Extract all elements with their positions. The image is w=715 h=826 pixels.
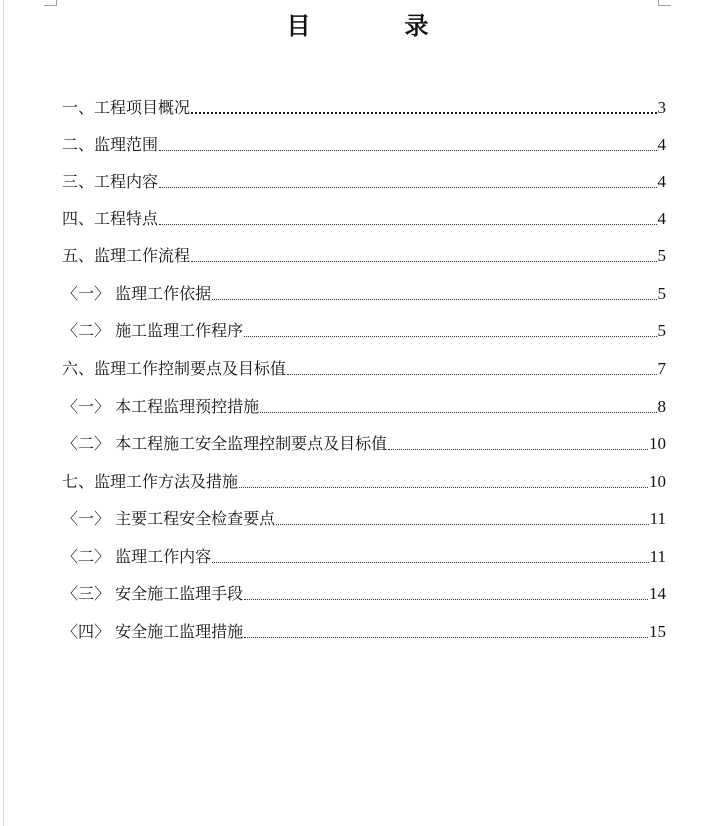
toc-entry-13[interactable] — [62, 531, 666, 568]
toc-entry-label: 〈二〉 施工监理工作程序 — [62, 321, 244, 340]
toc-entry-label: 四、工程特点 — [62, 209, 159, 228]
toc-entry-label: 二、监理范围 — [62, 135, 159, 154]
toc-entry-9[interactable] — [62, 381, 666, 418]
toc-entry-label: 五、监理工作流程 — [62, 246, 191, 265]
toc-entry-4[interactable] — [62, 193, 666, 230]
toc-entry-label: 〈一〉 主要工程安全检查要点 — [62, 509, 276, 528]
toc-entry-10[interactable] — [62, 418, 666, 455]
toc-entry-page: 10 — [649, 472, 666, 491]
toc-entry-15[interactable] — [62, 606, 666, 643]
toc-entry-label: 〈二〉 监理工作内容 — [62, 547, 212, 566]
toc-title-char-1: 目 — [286, 11, 311, 40]
page-left-border — [3, 0, 4, 826]
toc-entry-2[interactable] — [62, 119, 666, 156]
toc-leader-dots — [244, 621, 648, 643]
toc-entry-label: 七、监理工作方法及措施 — [62, 472, 239, 491]
toc-title — [0, 8, 715, 44]
toc-entry-page: 14 — [649, 584, 666, 603]
toc-entry-page: 4 — [657, 135, 666, 154]
toc-leader-dots — [212, 283, 656, 305]
toc-leader-dots — [260, 396, 656, 418]
toc-entry-label: 〈一〉 监理工作依据 — [62, 284, 212, 303]
toc-entry-page: 11 — [649, 547, 666, 566]
toc-entry-3[interactable] — [62, 156, 666, 193]
toc-entry-14[interactable] — [62, 568, 666, 605]
toc-title-char-2: 录 — [404, 11, 429, 40]
toc-leader-dots — [159, 171, 656, 193]
toc-entry-label: 〈三〉 安全施工监理手段 — [62, 584, 244, 603]
toc-leader-dots — [287, 358, 656, 380]
page-corner-mark-right — [658, 0, 671, 6]
toc-entry-page: 4 — [657, 209, 666, 228]
toc-entry-label: 〈四〉 安全施工监理措施 — [62, 622, 244, 641]
toc-entry-6[interactable] — [62, 268, 666, 305]
toc-entry-page: 7 — [657, 359, 666, 378]
toc-entry-label: 〈二〉 本工程施工安全监理控制要点及目标值 — [62, 434, 388, 453]
toc-entry-label: 六、监理工作控制要点及目标值 — [62, 359, 287, 378]
toc-leader-dots — [276, 508, 649, 530]
toc-leader-dots — [191, 245, 656, 267]
toc-leader-dots — [239, 471, 648, 493]
toc-entry-page: 10 — [649, 434, 666, 453]
page-corner-mark-left — [44, 0, 57, 6]
toc-leader-dots — [159, 208, 656, 230]
toc-leader-dots — [159, 134, 656, 156]
toc-entry-page: 5 — [657, 321, 666, 340]
toc-leader-dots — [212, 546, 649, 568]
toc-entry-page: 5 — [657, 246, 666, 265]
toc-entry-label: 三、工程内容 — [62, 172, 159, 191]
toc-entry-label: 一、工程项目概况 — [62, 98, 191, 117]
toc-entry-7[interactable] — [62, 305, 666, 342]
toc-leader-dots — [244, 583, 648, 605]
toc-leader-dots — [191, 97, 656, 119]
toc-entry-11[interactable] — [62, 456, 666, 493]
toc-entry-page: 11 — [649, 509, 666, 528]
toc-entry-1[interactable] — [62, 82, 666, 119]
toc-entry-page: 3 — [657, 98, 666, 117]
toc-entry-page: 5 — [657, 284, 666, 303]
toc-entry-12[interactable] — [62, 493, 666, 530]
toc-entry-page: 4 — [657, 172, 666, 191]
toc-entry-5[interactable] — [62, 230, 666, 267]
toc-leader-dots — [388, 433, 648, 455]
toc-entry-label: 〈一〉 本工程监理预控措施 — [62, 397, 260, 416]
toc-leader-dots — [244, 320, 656, 342]
toc-entry-page: 15 — [649, 622, 666, 641]
toc-entry-8[interactable] — [62, 343, 666, 380]
toc-entry-page: 8 — [657, 397, 666, 416]
